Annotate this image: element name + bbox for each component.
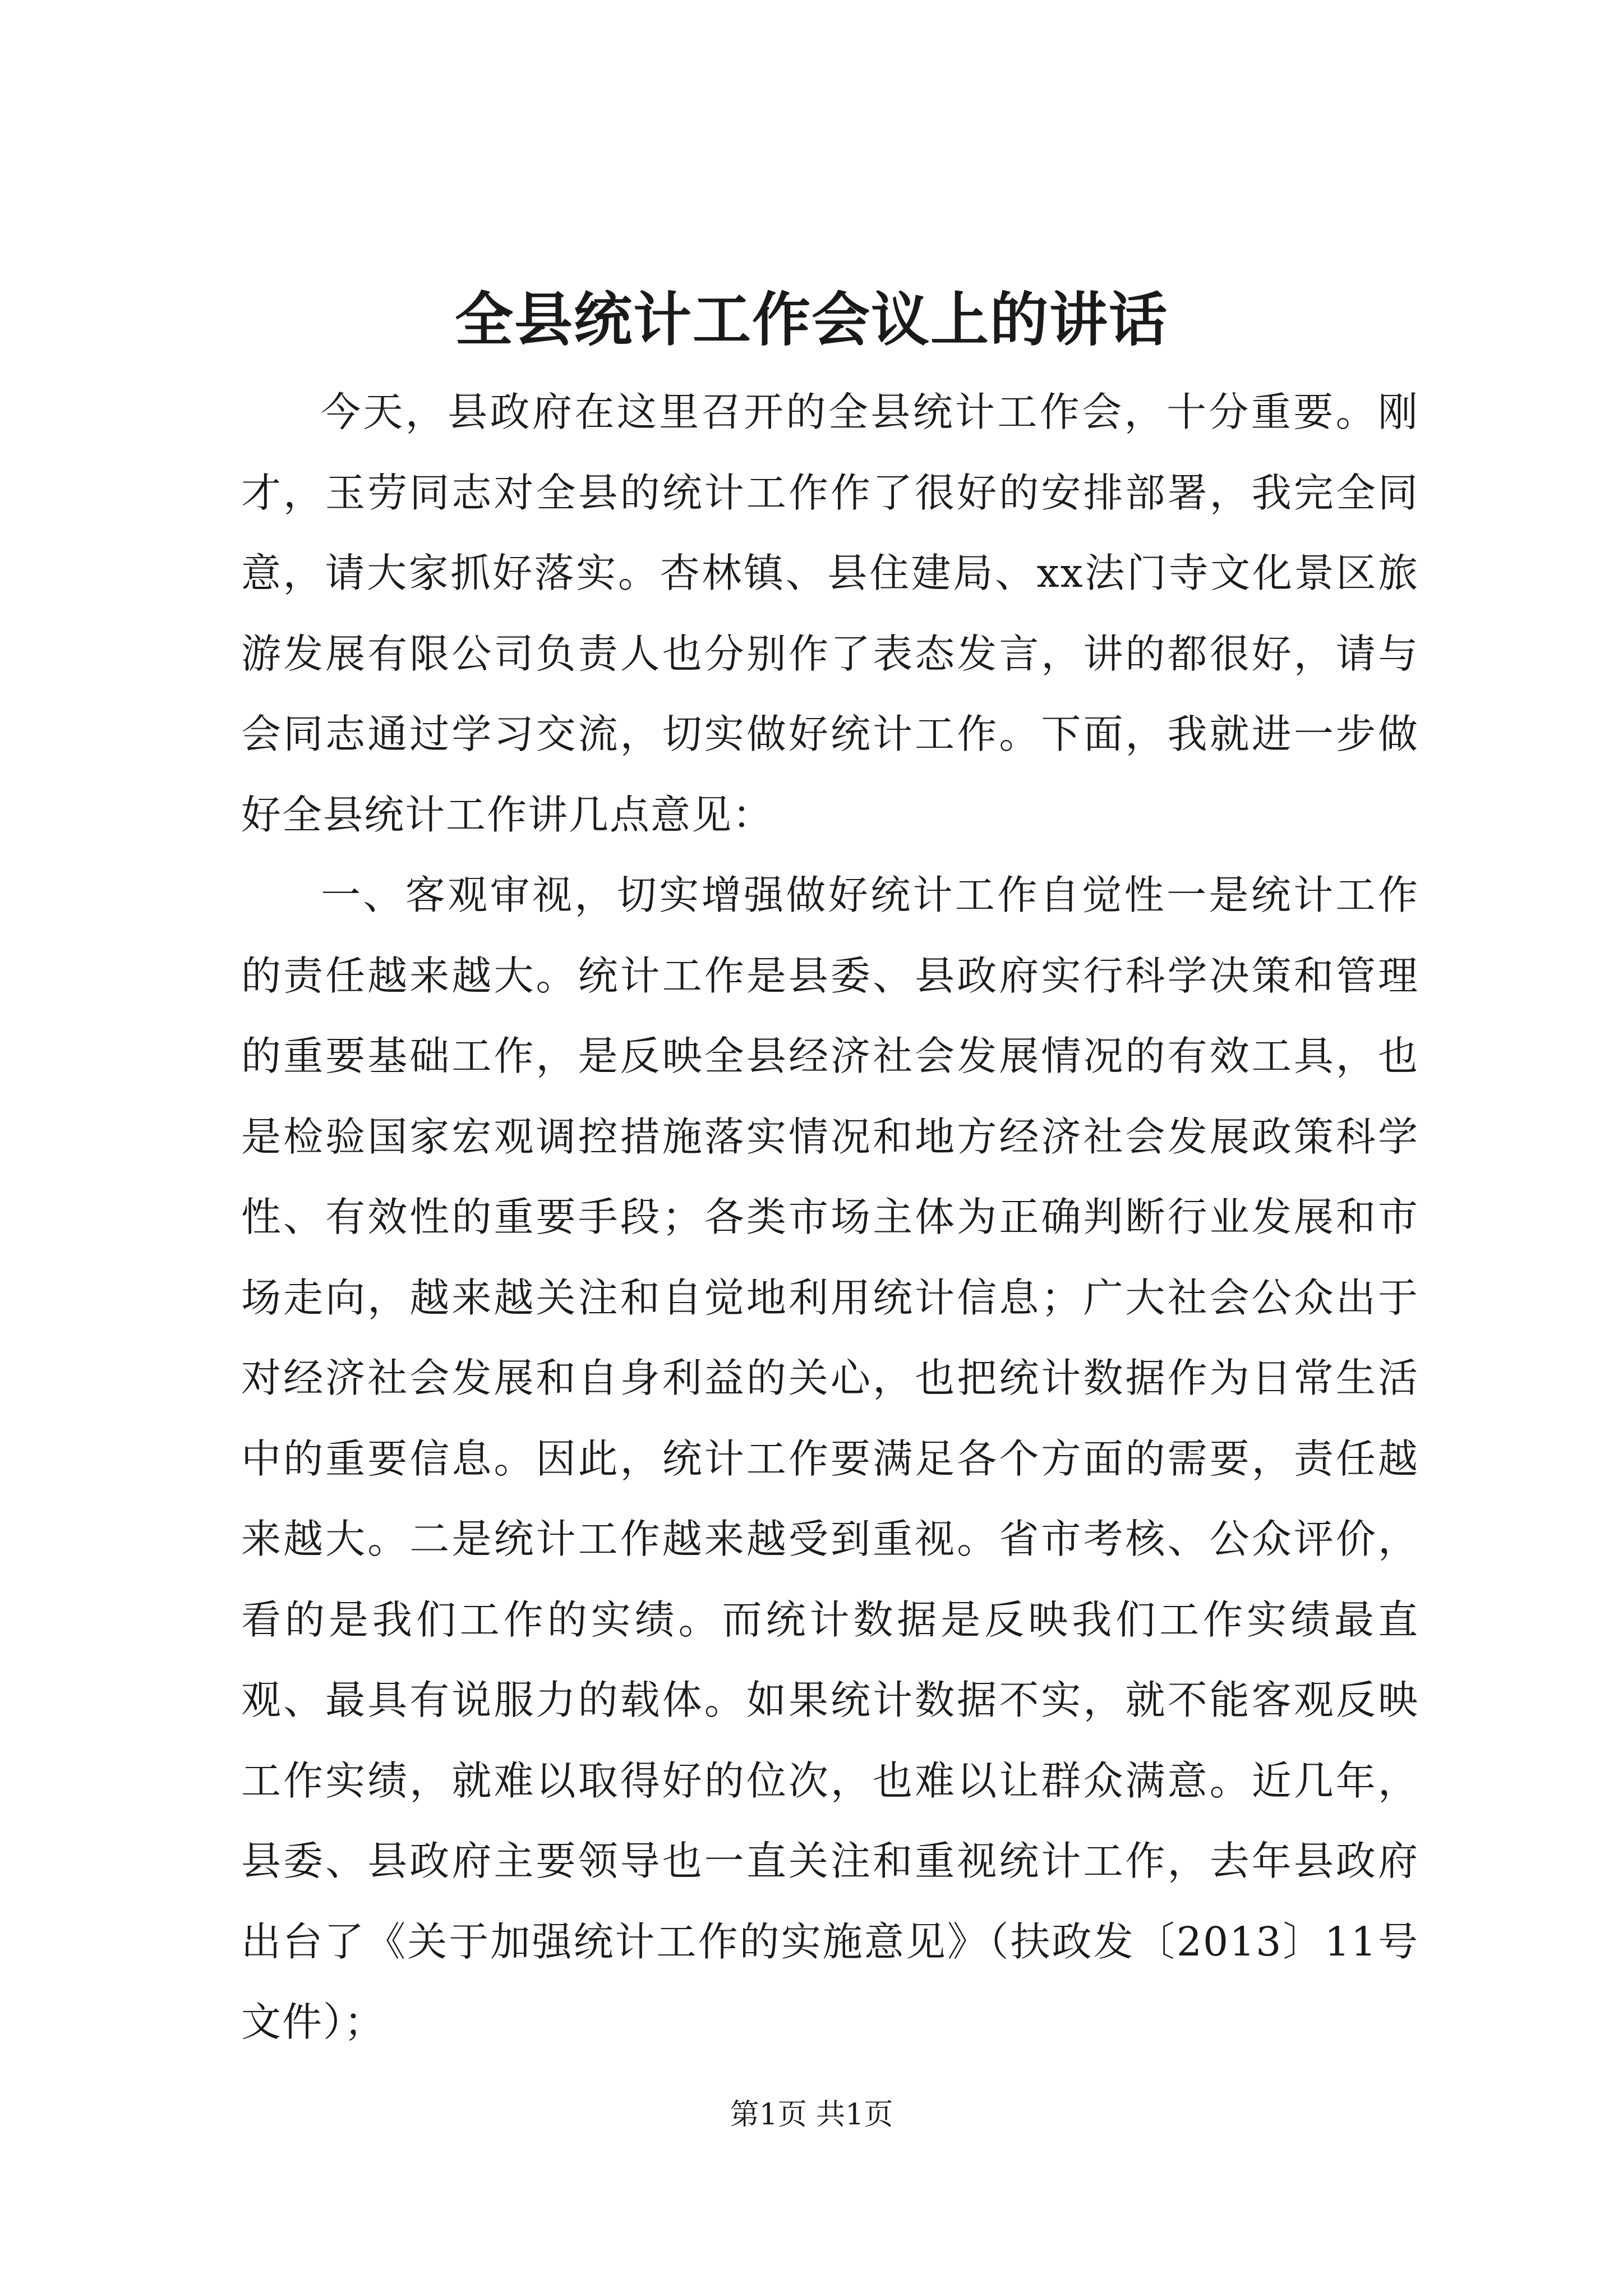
paragraph-section-one: 一、客观审视，切实增强做好统计工作自觉性一是统计工作的责任越来越大。统计工作是县委、县政府实行科学决策和管理的重要基础工作，是反映全县经济社会发展情况的有效工具，也是检验国家宏观调控措施落实情况和地方经济社会发展政策科学性、有效性的重要手段；各类市场主体为正确判断行业发展和市场走向，越来越关注和自觉地利用统计信息；广大社会公众出于对经济社会发展和自身利益的关心，也把统计数据作为日常生活中的重要信息。因此，统计工作要满足各个方面的需要，责任越来越大。二是统计工作越来越受到重视。省市考核、公众评价，看的是我们工作的实绩。而统计数据是反映我们工作实绩最直观、最具有说服力的载体。如果统计数据不实，就不能客观反映工作实绩，就难以取得好的位次，也难以让群众满意。近几年，县委、县政府主要领导也一直关注和重视统计工作，去年县政府出台了《关于加强统计工作的实施意见》（扶政发〔2013〕11号文件）； (241, 872, 1419, 2045)
paragraph-intro: 今天，县政府在这里召开的全县统计工作会，十分重要。刚才，玉劳同志对全县的统计工作作了很好的安排部署，我完全同意，请大家抓好落实。杏林镇、县住建局、xx法门寺文化景区旅游发展有限公司负责人也分别作了表态发言，讲的都很好，请与会同志通过学习交流，切实做好统计工作。下面，我就进一步做好全县统计工作讲几点意见： (241, 389, 1419, 838)
document-body (241, 372, 1419, 2063)
document-title: 全县统计工作会议上的讲话 (454, 285, 1168, 354)
page-footer (0, 2095, 1623, 2134)
page-total: 共1页 (816, 2098, 893, 2132)
page-number: 第1页 (730, 2098, 807, 2132)
